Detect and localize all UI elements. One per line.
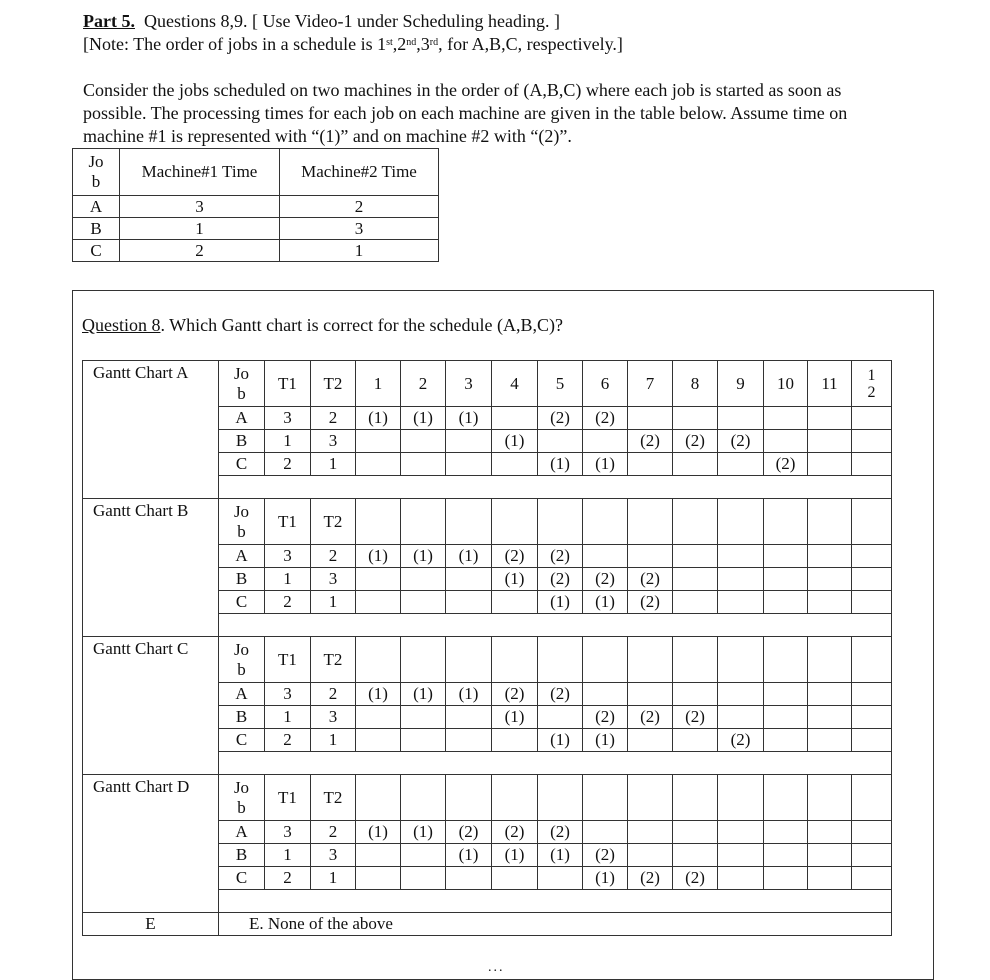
gantt-cell: (2) [583, 568, 628, 591]
gantt-cell [583, 430, 628, 453]
gantt-t1: 1 [265, 568, 311, 591]
gantt-header-time [808, 637, 852, 683]
gantt-cell [852, 430, 892, 453]
gantt-cell [852, 821, 892, 844]
gantt-cell [446, 430, 492, 453]
gantt-cell [401, 453, 446, 476]
part-description: Questions 8,9. [ Use Video-1 under Scheduling heading. ] [143, 11, 560, 31]
gantt-header-t2: T2 [311, 361, 356, 407]
gantt-cell [808, 867, 852, 890]
gantt-cell [583, 821, 628, 844]
gantt-cell: (1) [583, 453, 628, 476]
gantt-cell: (1) [583, 867, 628, 890]
gantt-cell: (2) [718, 729, 764, 752]
gantt-header-time [628, 499, 673, 545]
gantt-cell: (2) [492, 545, 538, 568]
gantt-cell [718, 407, 764, 430]
gantt-cell [628, 545, 673, 568]
gantt-header-time [808, 499, 852, 545]
gantt-cell [356, 729, 401, 752]
gantt-cell [852, 591, 892, 614]
gantt-header-time [852, 499, 892, 545]
question-text: . Which Gantt chart is correct for the schedule (A,B,C)? [160, 315, 564, 335]
proc-m1: 2 [120, 240, 280, 262]
gantt-cell [852, 729, 892, 752]
gantt-cell [764, 729, 808, 752]
gantt-job: B [219, 430, 265, 453]
gantt-job: C [219, 729, 265, 752]
gantt-cell: (2) [446, 821, 492, 844]
gantt-cell [673, 407, 718, 430]
gantt-cell: (1) [356, 683, 401, 706]
gantt-cell [764, 430, 808, 453]
gantt-header-time: 3 [446, 361, 492, 407]
gantt-header-time [401, 499, 446, 545]
gantt-header-job: Jo b [219, 775, 265, 821]
proc-m1: 3 [120, 196, 280, 218]
gantt-t1: 1 [265, 430, 311, 453]
option-e-label: E [83, 913, 219, 936]
gantt-cell: (2) [538, 683, 583, 706]
gantt-cell [808, 545, 852, 568]
gantt-t2: 1 [311, 867, 356, 890]
gantt-cell: (1) [401, 545, 446, 568]
gantt-header-time [356, 499, 401, 545]
gantt-header-time [583, 775, 628, 821]
order-note [83, 33, 623, 56]
gantt-cell [808, 821, 852, 844]
note-sup-2: nd [406, 37, 417, 48]
gantt-job: C [219, 453, 265, 476]
gantt-cell: (1) [356, 407, 401, 430]
gantt-cell: (2) [583, 706, 628, 729]
gantt-cell [401, 591, 446, 614]
gantt-t2: 1 [311, 729, 356, 752]
gantt-job: A [219, 683, 265, 706]
gantt-chart-label: Gantt Chart D [83, 775, 219, 913]
gantt-cell: (2) [673, 706, 718, 729]
gantt-header-time [764, 499, 808, 545]
proc-m1: 1 [120, 218, 280, 240]
gantt-cell [356, 867, 401, 890]
gantt-cell: (1) [492, 568, 538, 591]
gantt-t2: 2 [311, 407, 356, 430]
gantt-cell [628, 821, 673, 844]
gantt-header-row [83, 361, 892, 407]
gantt-header-time: 8 [673, 361, 718, 407]
gantt-cell [492, 453, 538, 476]
gantt-cell: (1) [446, 407, 492, 430]
gantt-t1: 3 [265, 821, 311, 844]
note-text-d: , for A,B,C, respectively.] [438, 34, 623, 54]
gantt-t2: 2 [311, 683, 356, 706]
gantt-t2: 3 [311, 568, 356, 591]
intro-line-1: Consider the jobs scheduled on two machines in the order of (A,B,C) where each job is started as soon as [83, 80, 842, 100]
gantt-cell: (1) [583, 591, 628, 614]
gantt-header-time [852, 637, 892, 683]
gantt-cell [718, 821, 764, 844]
gantt-cell [718, 591, 764, 614]
gantt-header-t2: T2 [311, 637, 356, 683]
gantt-spacer [219, 752, 892, 775]
gantt-cell [673, 591, 718, 614]
gantt-t1: 2 [265, 867, 311, 890]
gantt-header-time [446, 499, 492, 545]
processing-times-table [72, 148, 439, 262]
gantt-cell: (2) [764, 453, 808, 476]
gantt-cell [673, 568, 718, 591]
gantt-cell: (1) [583, 729, 628, 752]
gantt-cell: (2) [538, 568, 583, 591]
gantt-header-time: 7 [628, 361, 673, 407]
proc-job: B [73, 218, 120, 240]
gantt-cell [628, 407, 673, 430]
part-label: Part 5. [83, 11, 135, 31]
gantt-header-t1: T1 [265, 775, 311, 821]
gantt-cell [808, 729, 852, 752]
gantt-cell [852, 453, 892, 476]
gantt-cell [852, 568, 892, 591]
proc-m2: 1 [280, 240, 439, 262]
gantt-cell [401, 706, 446, 729]
gantt-cell: (1) [538, 844, 583, 867]
gantt-chart-label: Gantt Chart A [83, 361, 219, 499]
proc-job: C [73, 240, 120, 262]
proc-row [73, 218, 439, 240]
gantt-cell: (1) [538, 453, 583, 476]
gantt-t1: 1 [265, 706, 311, 729]
gantt-t1: 2 [265, 729, 311, 752]
gantt-cell [718, 453, 764, 476]
note-sup-1: st [386, 37, 393, 48]
proc-header-m2: Machine#2 Time [280, 149, 439, 196]
gantt-header-time: 5 [538, 361, 583, 407]
gantt-header-time [852, 775, 892, 821]
gantt-cell [808, 453, 852, 476]
gantt-chart-label: Gantt Chart C [83, 637, 219, 775]
gantt-header-job: Jo b [219, 361, 265, 407]
gantt-header-t2: T2 [311, 775, 356, 821]
gantt-cell [628, 729, 673, 752]
gantt-job: A [219, 407, 265, 430]
gantt-chart-label: Gantt Chart B [83, 499, 219, 637]
note-text-a: [Note: The order of jobs in a schedule is 1 [83, 34, 387, 54]
gantt-t1: 2 [265, 591, 311, 614]
gantt-header-time [492, 775, 538, 821]
gantt-header-time [538, 637, 583, 683]
gantt-header-time [401, 637, 446, 683]
gantt-cell [673, 729, 718, 752]
gantt-cell: (2) [718, 430, 764, 453]
gantt-cell [628, 683, 673, 706]
gantt-job: A [219, 545, 265, 568]
gantt-cell: (1) [401, 407, 446, 430]
gantt-t2: 2 [311, 545, 356, 568]
gantt-cell [446, 867, 492, 890]
gantt-cell [852, 706, 892, 729]
gantt-cell: (2) [628, 867, 673, 890]
gantt-cell: (1) [492, 706, 538, 729]
gantt-cell [492, 407, 538, 430]
intro-line-2: possible. The processing times for each job on each machine are given in the table below. Assume time on [83, 103, 848, 123]
gantt-cell [764, 545, 808, 568]
gantt-cell [852, 844, 892, 867]
gantt-header-time [446, 775, 492, 821]
gantt-header-time [356, 775, 401, 821]
gantt-header-time: 4 [492, 361, 538, 407]
gantt-cell: (2) [673, 867, 718, 890]
gantt-cell [356, 706, 401, 729]
gantt-t2: 3 [311, 844, 356, 867]
gantt-cell [628, 453, 673, 476]
gantt-cell [718, 844, 764, 867]
gantt-cell: (2) [538, 821, 583, 844]
gantt-cell [764, 591, 808, 614]
gantt-cell [401, 844, 446, 867]
option-e-text: E. None of the above [219, 913, 892, 936]
gantt-cell [628, 844, 673, 867]
gantt-cell [401, 729, 446, 752]
gantt-cell: (2) [583, 844, 628, 867]
gantt-t1: 1 [265, 844, 311, 867]
gantt-cell [808, 683, 852, 706]
gantt-t1: 3 [265, 407, 311, 430]
gantt-cell: (1) [538, 591, 583, 614]
gantt-cell: (1) [401, 683, 446, 706]
gantt-header-time [583, 499, 628, 545]
gantt-header-job: Jo b [219, 637, 265, 683]
note-text-b: ,2 [392, 34, 407, 54]
gantt-header-time [628, 775, 673, 821]
gantt-charts-table [82, 360, 892, 936]
gantt-cell [852, 683, 892, 706]
gantt-header-time [764, 775, 808, 821]
gantt-job: C [219, 867, 265, 890]
gantt-t1: 3 [265, 683, 311, 706]
gantt-header-time [673, 637, 718, 683]
gantt-cell: (1) [538, 729, 583, 752]
gantt-header-time: 1 [356, 361, 401, 407]
gantt-cell: (1) [492, 430, 538, 453]
continuation-ellipsis: ... [488, 960, 505, 975]
gantt-cell [718, 683, 764, 706]
gantt-header-time [492, 499, 538, 545]
gantt-header-time [673, 775, 718, 821]
gantt-cell [446, 568, 492, 591]
gantt-header-row [83, 637, 892, 683]
gantt-header-t2: T2 [311, 499, 356, 545]
gantt-cell [583, 545, 628, 568]
proc-row [73, 240, 439, 262]
gantt-cell [538, 867, 583, 890]
gantt-header-row [83, 499, 892, 545]
gantt-cell [764, 706, 808, 729]
gantt-cell [808, 591, 852, 614]
gantt-header-time [764, 637, 808, 683]
gantt-cell [356, 568, 401, 591]
gantt-cell [673, 821, 718, 844]
gantt-cell [764, 844, 808, 867]
gantt-job: B [219, 844, 265, 867]
gantt-cell [446, 453, 492, 476]
gantt-cell: (2) [628, 568, 673, 591]
gantt-header-time [446, 637, 492, 683]
gantt-t2: 1 [311, 591, 356, 614]
gantt-header-time: 6 [583, 361, 628, 407]
gantt-cell [538, 430, 583, 453]
proc-header-job: Jo b [73, 149, 120, 196]
gantt-header-t1: T1 [265, 499, 311, 545]
gantt-t1: 3 [265, 545, 311, 568]
gantt-cell [673, 683, 718, 706]
gantt-cell: (2) [492, 821, 538, 844]
gantt-cell [673, 844, 718, 867]
gantt-cell [718, 706, 764, 729]
gantt-cell [446, 591, 492, 614]
gantt-job: A [219, 821, 265, 844]
proc-m2: 2 [280, 196, 439, 218]
gantt-cell: (2) [492, 683, 538, 706]
gantt-job: B [219, 706, 265, 729]
gantt-cell [583, 683, 628, 706]
gantt-cell: (1) [492, 844, 538, 867]
proc-row [73, 196, 439, 218]
gantt-cell: (2) [628, 706, 673, 729]
gantt-cell [808, 407, 852, 430]
proc-header-row [73, 149, 439, 196]
gantt-spacer [219, 614, 892, 637]
gantt-cell [852, 867, 892, 890]
gantt-cell: (1) [401, 821, 446, 844]
note-sup-3: rd [429, 37, 439, 48]
gantt-cell: (2) [583, 407, 628, 430]
gantt-cell [718, 867, 764, 890]
gantt-cell: (2) [628, 591, 673, 614]
gantt-cell [808, 430, 852, 453]
gantt-header-t1: T1 [265, 361, 311, 407]
gantt-cell [808, 844, 852, 867]
gantt-cell: (1) [356, 821, 401, 844]
gantt-cell: (2) [673, 430, 718, 453]
gantt-header-time [673, 499, 718, 545]
gantt-header-time [538, 775, 583, 821]
gantt-t2: 3 [311, 430, 356, 453]
gantt-header-time [356, 637, 401, 683]
gantt-job: C [219, 591, 265, 614]
proc-header-m1: Machine#1 Time [120, 149, 280, 196]
gantt-header-time [492, 637, 538, 683]
gantt-cell [401, 568, 446, 591]
gantt-cell [356, 591, 401, 614]
gantt-header-time: 9 [718, 361, 764, 407]
intro-line-3: machine #1 is represented with “(1)” and on machine #2 with “(2)”. [83, 126, 572, 146]
gantt-header-job: Jo b [219, 499, 265, 545]
gantt-header-time [538, 499, 583, 545]
gantt-header-time: 2 [401, 361, 446, 407]
gantt-header-time: 11 [808, 361, 852, 407]
gantt-cell [673, 545, 718, 568]
gantt-cell: (1) [446, 545, 492, 568]
gantt-cell [718, 568, 764, 591]
proc-job: A [73, 196, 120, 218]
gantt-cell [356, 453, 401, 476]
gantt-header-time [718, 637, 764, 683]
gantt-cell [538, 706, 583, 729]
proc-m2: 3 [280, 218, 439, 240]
gantt-cell: (1) [446, 844, 492, 867]
gantt-cell [356, 430, 401, 453]
gantt-cell [492, 729, 538, 752]
gantt-cell [401, 867, 446, 890]
gantt-cell [356, 844, 401, 867]
gantt-header-time [808, 775, 852, 821]
gantt-cell: (2) [628, 430, 673, 453]
gantt-header-t1: T1 [265, 637, 311, 683]
gantt-cell [401, 430, 446, 453]
question-label: Question 8 [82, 315, 161, 335]
gantt-t2: 1 [311, 453, 356, 476]
note-text-c: ,3 [416, 34, 430, 54]
gantt-header-time [718, 775, 764, 821]
gantt-cell [764, 407, 808, 430]
gantt-cell [764, 683, 808, 706]
gantt-cell [808, 568, 852, 591]
gantt-header-time-12: 1 2 [852, 361, 892, 407]
gantt-cell [764, 821, 808, 844]
gantt-cell: (2) [538, 407, 583, 430]
gantt-cell [852, 407, 892, 430]
gantt-cell [492, 867, 538, 890]
gantt-cell: (2) [538, 545, 583, 568]
gantt-header-time [718, 499, 764, 545]
gantt-header-row [83, 775, 892, 821]
gantt-cell [852, 545, 892, 568]
gantt-cell [808, 706, 852, 729]
gantt-cell [446, 706, 492, 729]
gantt-cell [764, 568, 808, 591]
gantt-cell: (1) [446, 683, 492, 706]
gantt-cell [718, 545, 764, 568]
question-prompt [82, 314, 563, 337]
gantt-header-time: 10 [764, 361, 808, 407]
gantt-spacer [219, 890, 892, 913]
gantt-t1: 2 [265, 453, 311, 476]
gantt-cell [764, 867, 808, 890]
gantt-cell [673, 453, 718, 476]
gantt-cell: (1) [356, 545, 401, 568]
gantt-cell [492, 591, 538, 614]
gantt-header-time [401, 775, 446, 821]
gantt-header-time [628, 637, 673, 683]
gantt-job: B [219, 568, 265, 591]
option-e-row [83, 913, 892, 936]
gantt-cell [446, 729, 492, 752]
gantt-spacer [219, 476, 892, 499]
gantt-header-time [583, 637, 628, 683]
gantt-t2: 2 [311, 821, 356, 844]
gantt-t2: 3 [311, 706, 356, 729]
part-heading [83, 10, 560, 33]
